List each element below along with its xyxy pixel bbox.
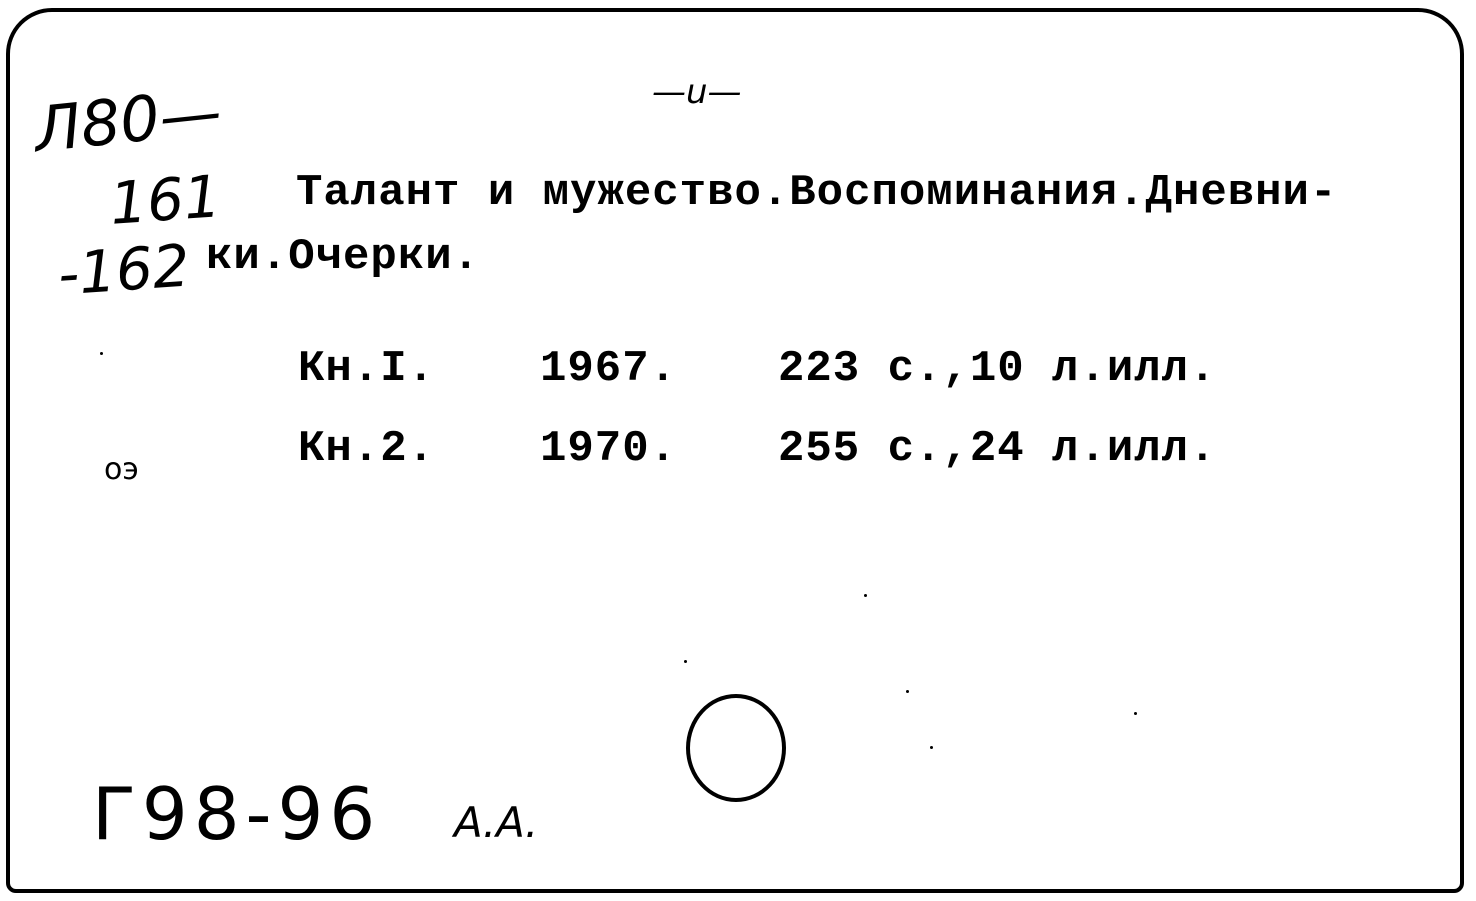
stamp-circle [686, 694, 786, 802]
speck [1134, 712, 1137, 715]
header-mark: —u— [652, 72, 742, 112]
volume-1-book: Кн.I. [298, 344, 436, 394]
speck [684, 660, 687, 663]
inventory-initials: А.А. [454, 798, 539, 847]
margin-note: оэ [104, 452, 139, 487]
speck [864, 594, 867, 597]
title-line-2: ки.Очерки. [206, 232, 481, 282]
volume-2-extent: 255 с.,24 л.илл. [778, 424, 1217, 474]
shelf-mark-1: Л80— [30, 74, 225, 167]
inventory-number: Г98-96 [92, 772, 382, 856]
volume-1-extent: 223 с.,10 л.илл. [778, 344, 1217, 394]
volume-1-year: 1967. [540, 344, 678, 394]
shelf-mark-2: 161 [107, 162, 223, 238]
speck [930, 746, 933, 749]
volume-2-year: 1970. [540, 424, 678, 474]
shelf-mark-3: -162 [55, 231, 192, 309]
title-line-1: Талант и мужество.Воспоминания.Дневни- [296, 168, 1338, 218]
speck [100, 352, 103, 355]
volume-2-book: Кн.2. [298, 424, 436, 474]
speck [906, 690, 909, 693]
